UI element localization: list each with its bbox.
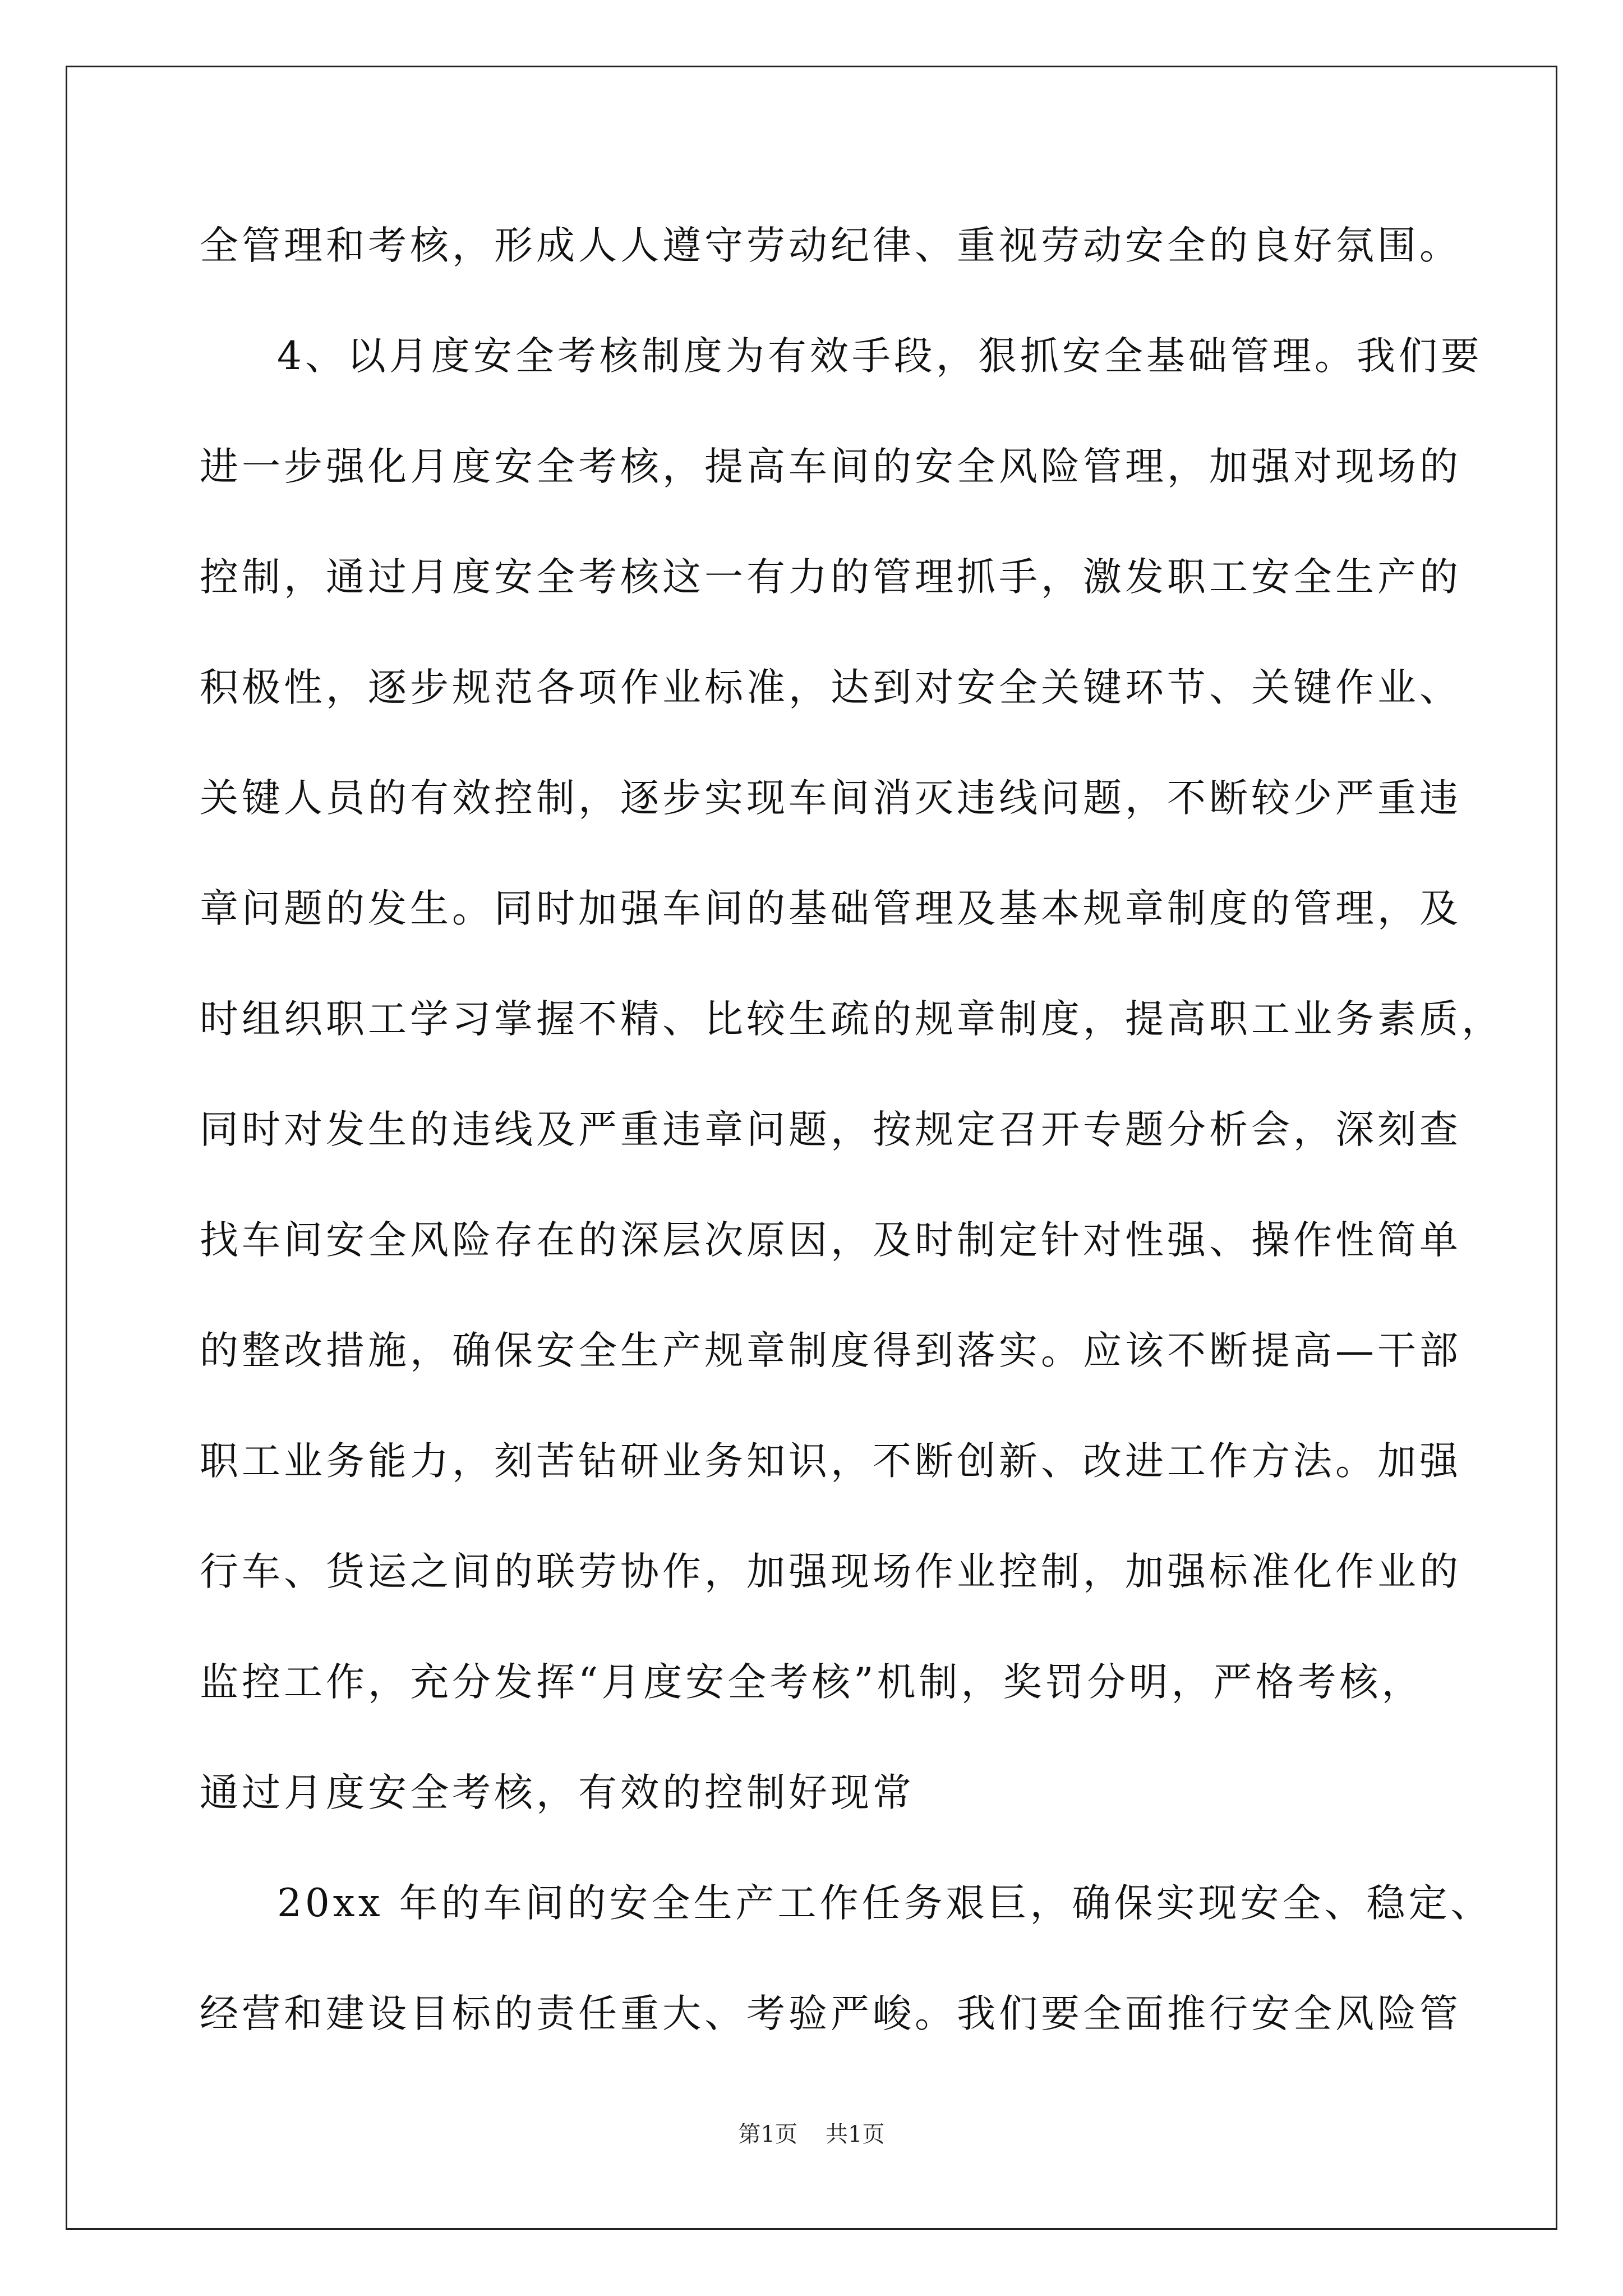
text-line-17: 经营和建设目标的责任重大、考验严峻。我们要全面推行安全风险管 — [200, 1991, 1461, 2036]
text-line-6: 关键人员的有效控制，逐步实现车间消灭违线问题，不断较少严重违 — [200, 776, 1461, 821]
text-line-8: 时组织职工学习掌握不精、比较生疏的规章制度，提高职工业务素质， — [200, 997, 1504, 1042]
text-line-9: 同时对发生的违线及严重违章问题，按规定召开专题分析会，深刻查 — [200, 1107, 1461, 1152]
text-line-4: 控制，通过月度安全考核这一有力的管理抓手，激发职工安全生产的 — [200, 555, 1461, 600]
text-line-1: 全管理和考核，形成人人遵守劳动纪律、重视劳动安全的良好氛围。 — [200, 223, 1461, 268]
text-line-16: 20xx 年的车间的安全生产工作任务艰巨，确保实现安全、稳定、 — [277, 1881, 1493, 1926]
text-line-11: 的整改措施，确保安全生产规章制度得到落实。应该不断提高—干部 — [200, 1328, 1461, 1373]
text-line-10: 找车间安全风险存在的深层次原因，及时制定针对性强、操作性简单 — [200, 1218, 1461, 1263]
page-footer — [0, 2120, 1623, 2148]
text-line-2: 4、以月度安全考核制度为有效手段，狠抓安全基础管理。我们要 — [277, 334, 1483, 379]
text-line-12: 职工业务能力，刻苦钻研业务知识，不断创新、改进工作方法。加强 — [200, 1439, 1461, 1484]
text-line-14: 监控工作，充分发挥“月度安全考核”机制，奖罚分明，严格考核， — [200, 1660, 1424, 1705]
text-line-15: 通过月度安全考核，有效的控制好现常 — [200, 1770, 915, 1815]
text-line-3: 进一步强化月度安全考核，提高车间的安全风险管理，加强对现场的 — [200, 444, 1461, 489]
text-line-7: 章问题的发生。同时加强车间的基础管理及基本规章制度的管理，及 — [200, 886, 1461, 931]
text-line-13: 行车、货运之间的联劳协作，加强现场作业控制，加强标准化作业的 — [200, 1549, 1461, 1594]
document-body — [200, 191, 1504, 2069]
total-pages-label: 共1页 — [826, 2122, 885, 2147]
page-number-label: 第1页 — [738, 2122, 797, 2147]
text-line-5: 积极性，逐步规范各项作业标准，达到对安全关键环节、关键作业、 — [200, 665, 1461, 710]
